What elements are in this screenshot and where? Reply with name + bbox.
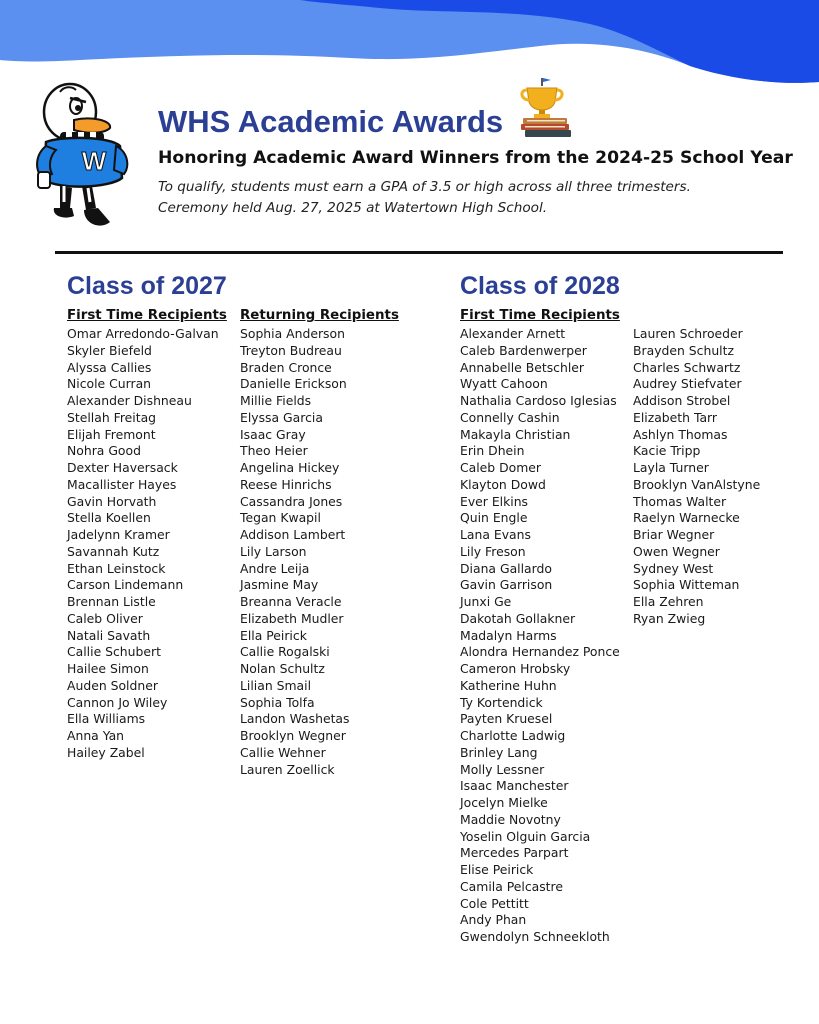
recipient-name: Junxi Ge [460,594,512,609]
class-2028-first-time-label: First Time Recipients [460,308,620,323]
recipient-name: Brooklyn Wegner [240,728,346,743]
recipient-name: Audrey Stiefvater [633,376,742,392]
recipient-name: Landon Washetas [240,711,350,727]
duck-mascot-icon [30,82,134,236]
recipient-name: Macallister Hayes [67,476,177,492]
recipient-name: Nicole Curran [67,376,152,392]
recipient-name: Ryan Zwieg [633,610,706,626]
recipient-name: Gwendolyn Schneekloth [460,929,610,944]
recipient-name: Brennan Listle [67,594,156,609]
recipient-name: Mercedes Parpart [460,845,569,861]
recipient-name: Angelina Hickey [240,460,340,475]
recipient-name: Natali Savath [67,627,151,643]
recipient-name: Layla Turner [633,460,709,475]
recipient-name: Treyton Budreau [240,342,342,358]
recipient-name: Hailee Simon [67,661,149,676]
class-2027-returning-label: Returning Recipients [240,308,399,323]
recipient-name: Lauren Schroeder [633,326,743,341]
class-2028-continued-column [633,326,760,628]
recipient-name: Alyssa Callies [67,359,152,375]
class-2028-first-time-list [460,326,620,946]
recipient-name: Elijah Fremont [67,426,156,442]
recipient-name: Raelyn Warnecke [633,510,740,526]
recipient-name: Lily Larson [240,543,307,559]
recipient-name: Brooklyn VanAlstyne [633,476,761,492]
recipient-name: Sophia Witteman [633,577,740,593]
recipient-name: Ever Elkins [460,493,529,509]
recipient-name: Sophia Anderson [240,326,345,341]
class-2028-heading: Class of 2028 [460,272,620,300]
recipient-name: Caleb Domer [460,460,542,475]
recipient-name: Tegan Kwapil [240,510,321,526]
recipient-name: Gavin Horvath [67,493,157,509]
recipient-name: Ethan Leinstock [67,560,166,576]
recipient-name: Andre Leija [240,560,310,576]
recipient-name: Dakotah Gollakner [460,610,576,626]
recipient-name: Jadelynn Kramer [67,527,170,542]
recipient-name: Omar Arredondo-Galvan [67,326,219,341]
recipient-name: Nathalia Cardoso Iglesias [460,393,617,408]
recipient-name: Katherine Huhn [460,677,557,693]
recipient-name: Nolan Schultz [240,661,325,676]
recipient-name: Klayton Dowd [460,476,546,492]
recipient-name: Elizabeth Tarr [633,409,718,425]
recipient-name: Jocelyn Mielke [460,795,548,810]
recipient-name: Owen Wegner [633,543,720,559]
recipient-name: Makayla Christian [460,426,571,442]
svg-text:W: W [81,146,107,176]
recipient-name: Caleb Bardenwerper [460,342,587,358]
recipient-name: Theo Heier [240,443,308,459]
recipient-name: Erin Dhein [460,443,525,459]
recipient-name: Lauren Zoellick [240,761,335,777]
recipient-name: Callie Schubert [67,644,161,660]
recipient-name: Auden Soldner [67,677,158,693]
recipient-name: Sydney West [633,560,714,576]
recipient-name: Kacie Tripp [633,443,701,459]
class-2027-first-time-list [67,326,227,762]
recipient-name: Wyatt Cahoon [460,376,548,392]
recipient-name: Annabelle Betschler [460,359,584,375]
recipient-name: Addison Strobel [633,393,731,408]
recipient-name: Gavin Garrison [460,577,553,593]
recipient-name: Yoselin Olguin Garcia [460,828,591,844]
page-title: WHS Academic Awards [158,104,504,139]
class-2027-heading: Class of 2027 [67,272,227,300]
recipient-name: Nohra Good [67,443,141,459]
recipient-name: Alexander Dishneau [67,393,192,408]
recipient-name: Breanna Veracle [240,594,342,609]
recipient-name: Stella Koellen [67,510,151,526]
recipient-name: Danielle Erickson [240,376,347,392]
recipient-name: Elise Peirick [460,862,534,877]
recipient-name: Ella Williams [67,711,146,727]
recipient-name: Cannon Jo Wiley [67,694,168,710]
recipient-name: Skyler Biefeld [67,342,152,358]
recipient-name: Connelly Cashin [460,409,560,425]
recipient-name: Caleb Oliver [67,610,143,626]
recipient-name: Ashlyn Thomas [633,426,728,442]
header-divider [55,251,783,254]
recipient-name: Lilian Smail [240,677,312,693]
recipient-name: Ty Kortendick [460,694,543,710]
class-2028-continued-list [633,326,760,628]
recipient-name: Savannah Kutz [67,543,160,559]
recipient-name: Andy Phan [460,912,527,928]
recipient-name: Isaac Manchester [460,778,569,794]
header-wave-banner [0,0,819,90]
recipient-name: Ella Zehren [633,594,704,609]
recipient-name: Jasmine May [240,577,319,593]
recipient-name: Stellah Freitag [67,409,157,425]
recipient-name: Braden Cronce [240,359,332,375]
page-subtitle: Honoring Academic Award Winners from the 2024-25 School Year [158,148,793,168]
recipient-name: Thomas Walter [633,493,727,509]
class-2027-returning-list [240,326,399,778]
recipient-name: Brayden Schultz [633,342,734,358]
recipient-name: Cameron Hrobsky [460,661,571,676]
recipient-name: Sophia Tolfa [240,694,315,710]
recipient-name: Briar Wegner [633,527,715,542]
recipient-name: Alondra Hernandez Ponce [460,644,620,660]
trophy-books-icon [517,78,575,138]
recipient-name: Alexander Arnett [460,326,566,341]
recipient-name: Callie Rogalski [240,644,330,660]
recipient-name: Charles Schwartz [633,359,741,375]
class-2028-first-time-column [460,306,620,946]
recipient-name: Quin Engle [460,510,528,526]
recipient-name: Cole Pettitt [460,895,529,911]
recipient-name: Cassandra Jones [240,493,343,509]
recipient-name: Lily Freson [460,543,526,559]
recipient-name: Callie Wehner [240,744,326,760]
recipient-name: Maddie Novotny [460,811,561,827]
recipient-name: Diana Gallardo [460,560,552,576]
recipient-name: Charlotte Ladwig [460,728,566,743]
recipient-name: Brinley Lang [460,744,538,760]
recipient-name: Lana Evans [460,527,531,542]
recipient-name: Isaac Gray [240,426,306,442]
class-2027-first-time-label: First Time Recipients [67,308,227,323]
ceremony-note: Ceremony held Aug. 27, 2025 at Watertown High School. [158,200,548,216]
recipient-name: Elyssa Garcia [240,409,323,425]
recipient-name: Addison Lambert [240,527,346,542]
recipient-name: Elizabeth Mudler [240,610,344,626]
recipient-name: Millie Fields [240,393,312,408]
recipient-name: Payten Kruesel [460,711,553,727]
qualification-note: To qualify, students must earn a GPA of 3.5 or high across all three trimesters. [158,179,691,195]
recipient-name: Molly Lessner [460,761,545,777]
recipient-name: Madalyn Harms [460,627,557,643]
recipient-name: Dexter Haversack [67,460,178,475]
recipient-name: Reese Hinrichs [240,476,332,492]
recipient-name: Anna Yan [67,728,125,743]
class-2027-first-time-column [67,306,227,762]
recipient-name: Carson Lindemann [67,577,184,593]
recipient-name: Camila Pelcastre [460,878,563,894]
recipient-name: Ella Peirick [240,627,307,643]
class-2027-returning-column [240,306,399,778]
recipient-name: Hailey Zabel [67,744,145,760]
